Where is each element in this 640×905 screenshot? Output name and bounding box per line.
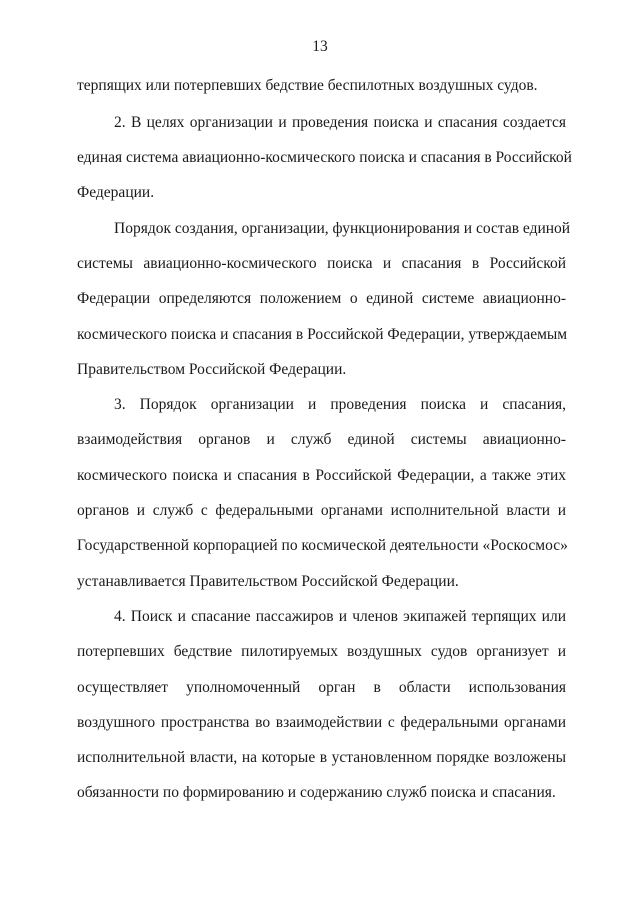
text-line-6: системы авиационно-космического поиска и спасания в Российской [77,255,566,272]
text-line-4: Федерации. [77,184,155,201]
text-line-20: исполнительной власти, на которые в установленном порядке возложены [77,749,566,766]
text-line-8: космического поиска и спасания в Российской Федерации, утверждаемым [77,326,568,343]
text-line-14: Государственной корпорацией по космической деятельности «Роскосмос» [77,537,568,554]
text-line-11: взаимодействия органов и служб единой системы авиационно- [77,431,566,448]
text-line-5: Порядок создания, организации, функционирования и состав единой [114,220,571,237]
text-line-7: Федерации определяются положением о единой системе авиационно- [77,290,566,307]
text-line-21: обязанности по формированию и содержанию служб поиска и спасания. [77,784,556,801]
text-line-12: космического поиска и спасания в Российской Федерации, а также этих [77,467,566,484]
text-line-13: органов и служб с федеральными органами исполнительной власти и [77,502,566,519]
text-line-19: воздушного пространства во взаимодействии с федеральными органами [77,714,566,731]
text-line-15: устанавливается Правительством Российской Федерации. [77,573,459,590]
text-line-2: 2. В целях организации и проведения поиска и спасания создается [114,114,566,131]
text-line-3: единая система авиационно-космического поиска и спасания в Российской [77,149,572,166]
text-line-16: 4. Поиск и спасание пассажиров и членов экипажей терпящих или [114,608,566,625]
text-line-18: осуществляет уполномоченный орган в области использования [77,679,566,696]
text-line-1: терпящих или потерпевших бедствие беспилотных воздушных судов. [77,77,538,94]
text-line-9: Правительством Российской Федерации. [77,361,347,378]
page-number: 13 [312,38,328,55]
text-line-17: потерпевших бедствие пилотируемых воздушных судов организует и [77,643,566,660]
text-line-10: 3. Порядок организации и проведения поиска и спасания, [114,396,566,413]
